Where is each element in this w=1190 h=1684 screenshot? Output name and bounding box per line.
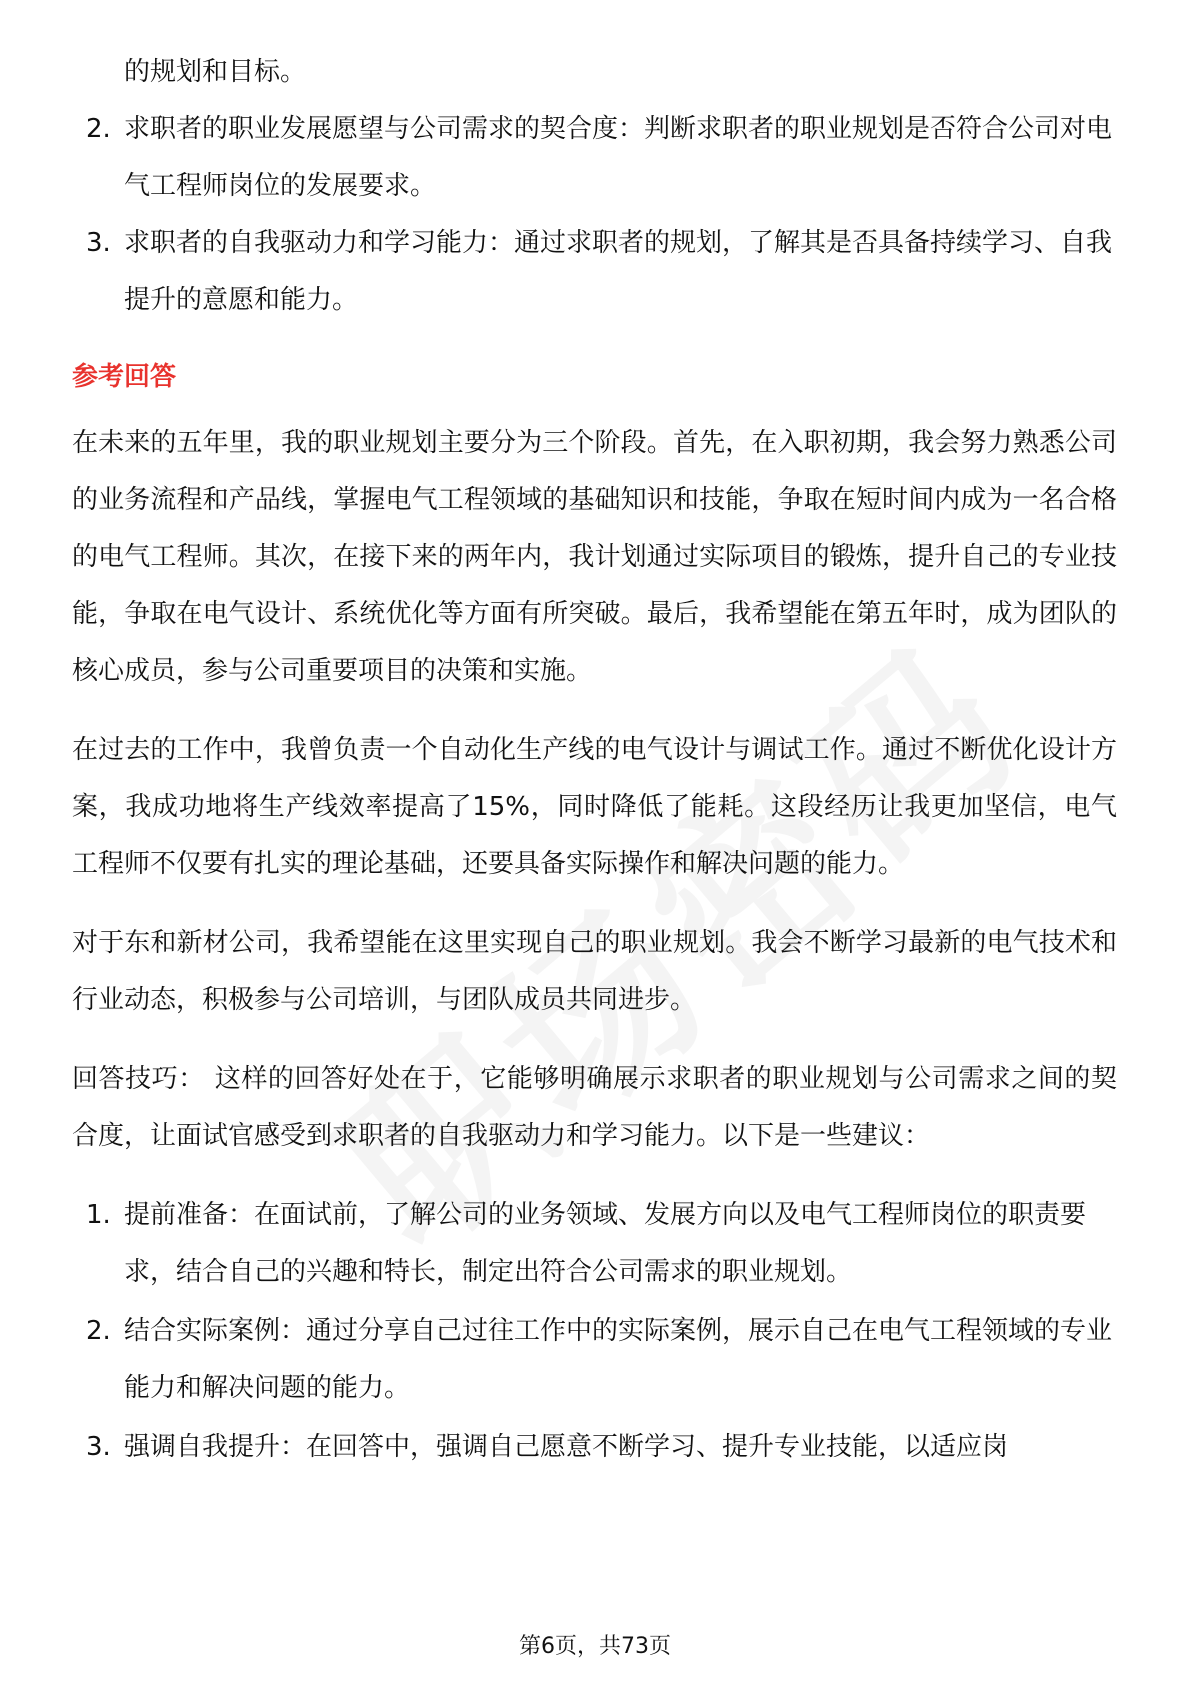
list-number: 1. <box>86 1200 111 1230</box>
tips-text: 这样的回答好处在于，它能够明确展示求职者的职业规划与公司需求之间的契合度，让面试官感受到求职者的自我驱动力和学习能力。以下是一些建议： <box>72 1064 1117 1151</box>
answer-paragraph: 在过去的工作中，我曾负责一个自动化生产线的电气设计与调试工作。通过不断优化设计方案，我成功地将生产线效率提高了15%，同时降低了能耗。这段经历让我更加坚信，电气工程师不仅要有扎实的理论基础，还要具备实际操作和解决问题的能力。 <box>72 735 1117 879</box>
answer-paragraph: 在未来的五年里，我的职业规划主要分为三个阶段。首先，在入职初期，我会努力熟悉公司的业务流程和产品线，掌握电气工程领域的基础知识和技能，争取在短时间内成为一名合格的电气工程师。其次，在接下来的两年内，我计划通过实际项目的锻炼，提升自己的专业技能，争取在电气设计、系统优化等方面有所突破。最后，我希望能在第五年时，成为团队的核心成员，参与公司重要项目的决策和实施。 <box>72 428 1117 686</box>
list-item <box>72 215 1117 329</box>
criteria-list <box>72 101 1117 329</box>
list-number: 3. <box>86 1432 111 1462</box>
continued-text: 的规划和目标。 <box>124 57 307 87</box>
page-content <box>72 44 1117 1478</box>
section-heading: 参考回答 <box>72 362 177 392</box>
list-item-text: 强调自我提升：在回答中，强调自己愿意不断学习、提升专业技能，以适应岗 <box>124 1432 1009 1462</box>
list-item-text: 提前准备：在面试前，了解公司的业务领域、发展方向以及电气工程师岗位的职责要求，结合自己的兴趣和特长，制定出符合公司需求的职业规划。 <box>124 1200 1087 1287</box>
list-number: 3. <box>86 228 111 258</box>
tips-label: 回答技巧： <box>72 1064 205 1094</box>
list-item-text: 求职者的自我驱动力和学习能力：通过求职者的规划，了解其是否具备持续学习、自我提升的意愿和能力。 <box>124 228 1113 315</box>
list-item <box>72 1187 1117 1301</box>
list-item <box>72 1419 1117 1476</box>
suggestions-list <box>72 1187 1117 1476</box>
tips-paragraph <box>72 1051 1117 1165</box>
list-item-text: 求职者的职业发展愿望与公司需求的契合度：判断求职者的职业规划是否符合公司对电气工程师岗位的发展要求。 <box>124 114 1113 201</box>
list-number: 2. <box>86 114 111 144</box>
list-item-text: 结合实际案例：通过分享自己过往工作中的实际案例，展示自己在电气工程领域的专业能力和解决问题的能力。 <box>124 1316 1113 1403</box>
list-item <box>72 101 1117 215</box>
page-footer: 第6页，共73页 <box>519 1634 671 1659</box>
answer-paragraph: 对于东和新材公司，我希望能在这里实现自己的职业规划。我会不断学习最新的电气技术和行业动态，积极参与公司培训，与团队成员共同进步。 <box>72 928 1117 1015</box>
list-item <box>72 1303 1117 1417</box>
list-number: 2. <box>86 1316 111 1346</box>
